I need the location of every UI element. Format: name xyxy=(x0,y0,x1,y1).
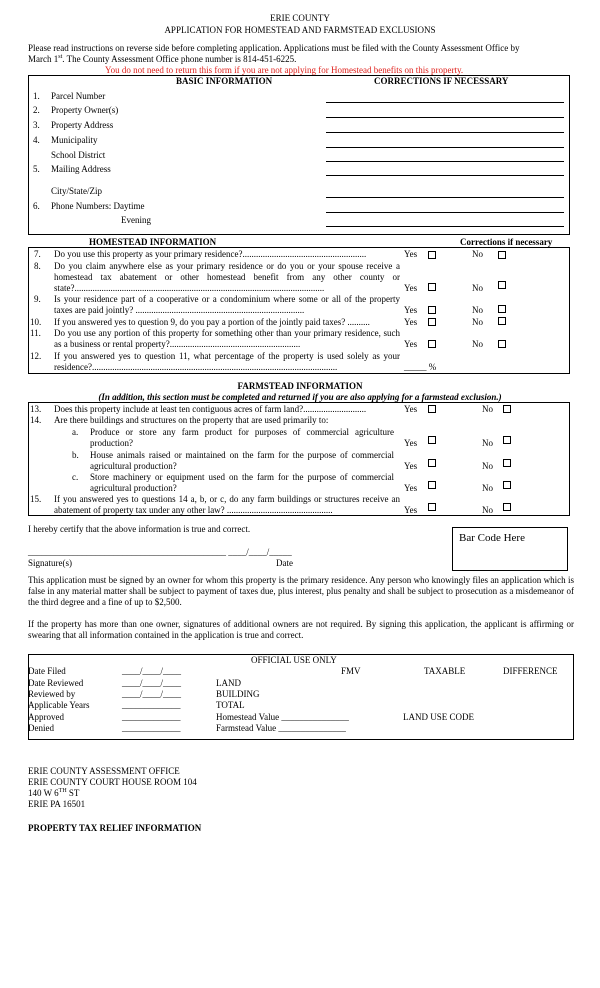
barcode-label: Bar Code Here xyxy=(459,532,525,544)
q9-no-checkbox[interactable] xyxy=(498,305,506,313)
correction-line[interactable] xyxy=(326,147,564,148)
question-number: 11. xyxy=(30,328,41,338)
q8-no-checkbox[interactable] xyxy=(498,281,506,289)
phone-daytime-label: Phone Numbers: Daytime xyxy=(51,201,145,211)
tax-relief-title: PROPERTY TAX RELIEF INFORMATION xyxy=(28,823,202,833)
address-line-1: ERIE COUNTY ASSESSMENT OFFICE xyxy=(28,766,180,776)
yes-label: Yes xyxy=(404,404,418,414)
no-label: No xyxy=(482,404,493,414)
homestead-value-field[interactable]: Homestead Value _______________ xyxy=(216,712,349,722)
q13-no-checkbox[interactable] xyxy=(503,405,511,413)
signature-date-line[interactable]: ____________________________________________ ____/____/_____ xyxy=(28,547,292,557)
yes-label: Yes xyxy=(404,339,418,349)
question-7-text: Do you use this property as your primary residence?....................................................... xyxy=(54,249,367,259)
subquestion-letter: c. xyxy=(72,472,79,482)
question-number: 10. xyxy=(30,317,42,327)
intro-line-1: Please read instructions on reverse side before completing application. Applications must be filed with the County Assessment Office by xyxy=(28,43,520,53)
question-11-text: Do you use any portion of this property for something other than your primary residence, such as a business or rental property?.......................................................... xyxy=(54,328,400,349)
basic-item-num: 6. xyxy=(33,201,40,211)
no-label: No xyxy=(472,249,483,259)
school-district-label: School District xyxy=(51,150,106,160)
applicable-years-field[interactable]: _____________ xyxy=(122,700,181,710)
subquestion-letter: b. xyxy=(72,450,79,460)
homestead-heading: HOMESTEAD INFORMATION xyxy=(89,237,217,247)
correction-line[interactable] xyxy=(326,161,564,162)
yes-label: Yes xyxy=(404,249,418,259)
date-reviewed-label: Date Reviewed xyxy=(28,678,84,688)
q7-no-checkbox[interactable] xyxy=(498,251,506,259)
date-label: Date xyxy=(276,558,293,568)
yes-label: Yes xyxy=(404,317,418,327)
question-number: 8. xyxy=(34,261,41,271)
farmstead-subheading: (In addition, this section must be completed and returned if you are also applying for a farmstead exclusion.) xyxy=(98,392,502,402)
phone-evening-label: Evening xyxy=(121,215,151,225)
question-number: 14. xyxy=(30,415,42,425)
difference-header: DIFFERENCE xyxy=(503,666,558,676)
date-filed-label: Date Filed xyxy=(28,666,66,676)
total-label: TOTAL xyxy=(216,700,245,710)
intro-warning: You do not need to return this form if you are not applying for Homestead benefits on this property. xyxy=(105,65,464,75)
basic-item-num: 5. xyxy=(33,164,40,174)
q11-no-checkbox[interactable] xyxy=(498,340,506,348)
date-filed-field[interactable]: ____/____/____ xyxy=(122,666,182,676)
no-label: No xyxy=(472,339,483,349)
applicable-years-label: Applicable Years xyxy=(28,700,90,710)
corrections-heading: CORRECTIONS IF NECESSARY xyxy=(374,76,509,86)
approved-label: Approved xyxy=(28,712,64,722)
address-line-4: ERIE PA 16501 xyxy=(28,799,86,809)
legal-paragraph-1: This application must be signed by an owner for whom this property is the primary residence. Any person who knowingly files an application which is false in any material matter shall be subject to payment of taxes due, plus interest, plus penalty and shall be subject to prosecution as a misdemeanor of the third degree and a fine of up to $2,500. xyxy=(28,575,574,607)
official-use-heading: OFFICIAL USE ONLY xyxy=(251,655,337,665)
basic-item-num: 2. xyxy=(33,105,40,115)
signature-label: Signature(s) xyxy=(28,558,72,568)
q10-yes-checkbox[interactable] xyxy=(428,318,436,326)
basic-information-section xyxy=(28,75,570,235)
question-12-text: If you answered yes to question 11, what percentage of the property is used solely as your residence?............................................................................................................. xyxy=(54,351,400,372)
question-9-text: Is your residence part of a cooperative or a condominium where some or all of the property taxes are paid jointly? ........................................................................... xyxy=(54,294,400,315)
no-label: No xyxy=(482,461,493,471)
question-number: 12. xyxy=(30,351,42,361)
property-owner-label: Property Owner(s) xyxy=(51,105,119,115)
denied-field[interactable]: _____________ xyxy=(122,723,181,733)
question-number: 7. xyxy=(34,249,41,259)
q14c-yes-checkbox[interactable] xyxy=(428,481,436,489)
question-14a-text: Produce or store any farm product for purposes of commercial agriculture production? xyxy=(90,427,394,448)
certify-statement: I hereby certify that the above information is true and correct. xyxy=(28,524,251,534)
yes-label: Yes xyxy=(404,283,418,293)
q14b-no-checkbox[interactable] xyxy=(503,459,511,467)
yes-label: Yes xyxy=(404,483,418,493)
correction-line[interactable] xyxy=(326,197,564,198)
correction-line[interactable] xyxy=(326,117,564,118)
question-14b-text: House animals raised or maintained on the farm for the purpose of commercial agricultural production? xyxy=(90,450,394,471)
no-label: No xyxy=(482,483,493,493)
address-line-3: 140 W 6TH ST xyxy=(28,788,80,798)
question-15-text: If you answered yes to questions 14 a, b, or c, do any farm buildings or structures receive an abatement of property tax under any other law? ............................................... xyxy=(54,494,400,515)
form-title: APPLICATION FOR HOMESTEAD AND FARMSTEAD EXCLUSIONS xyxy=(164,25,436,35)
taxable-header: TAXABLE xyxy=(424,666,466,676)
county-name: ERIE COUNTY xyxy=(270,13,330,23)
property-address-label: Property Address xyxy=(51,120,114,130)
q8-yes-checkbox[interactable] xyxy=(428,283,436,291)
yes-label: Yes xyxy=(404,438,418,448)
q11-yes-checkbox[interactable] xyxy=(428,340,436,348)
q7-yes-checkbox[interactable] xyxy=(428,251,436,259)
no-label: No xyxy=(472,305,483,315)
reviewed-by-field[interactable]: ____/____/____ xyxy=(122,689,182,699)
approved-field[interactable]: _____________ xyxy=(122,712,181,722)
homestead-corrections-heading: Corrections if necessary xyxy=(460,237,553,247)
correction-line[interactable] xyxy=(326,102,564,103)
q14a-no-checkbox[interactable] xyxy=(503,436,511,444)
municipality-label: Municipality xyxy=(51,135,98,145)
no-label: No xyxy=(482,505,493,515)
question-10-text: If you answered yes to question 9, do you pay a portion of the jointly paid taxes? .......... xyxy=(54,317,370,327)
q15-no-checkbox[interactable] xyxy=(503,503,511,511)
q14a-yes-checkbox[interactable] xyxy=(428,436,436,444)
reviewed-by-label: Reviewed by xyxy=(28,689,76,699)
yes-label: Yes xyxy=(404,461,418,471)
question-number: 9. xyxy=(34,294,41,304)
no-label: No xyxy=(482,438,493,448)
no-label: No xyxy=(472,317,483,327)
land-label: LAND xyxy=(216,678,241,688)
yes-label: Yes xyxy=(404,305,418,315)
basic-item-num: 4. xyxy=(33,135,40,145)
fmv-header: FMV xyxy=(341,666,361,676)
correction-line[interactable] xyxy=(326,175,564,176)
q14b-yes-checkbox[interactable] xyxy=(428,459,436,467)
q9-yes-checkbox[interactable] xyxy=(428,306,436,314)
question-13-text: Does this property include at least ten contiguous acres of farm land?............................ xyxy=(54,404,367,414)
building-label: BUILDING xyxy=(216,689,260,699)
q15-yes-checkbox[interactable] xyxy=(428,503,436,511)
legal-paragraph-2: If the property has more than one owner, signatures of additional owners are not required. By signing this application, the applicant is affirming or swearing that all information contained in the application is true and correct. xyxy=(28,619,574,640)
address-line-2: ERIE COUNTY COURT HOUSE ROOM 104 xyxy=(28,777,197,787)
no-label: No xyxy=(472,283,483,293)
question-14-text: Are there buildings and structures on the property that are used primarily to: xyxy=(54,415,329,425)
land-use-code-label: LAND USE CODE xyxy=(403,712,474,722)
basic-information-heading: BASIC INFORMATION xyxy=(176,76,273,86)
question-14c-text: Store machinery or equipment used on the farm for the purpose of commercial agricultural production? xyxy=(90,472,394,493)
farmstead-value-field[interactable]: Farmstead Value _______________ xyxy=(216,723,346,733)
parcel-number-label: Parcel Number xyxy=(51,91,106,101)
city-state-zip-label: City/State/Zip xyxy=(51,186,102,196)
correction-line[interactable] xyxy=(326,226,564,227)
subquestion-letter: a. xyxy=(72,427,79,437)
basic-item-num: 3. xyxy=(33,120,40,130)
q14c-no-checkbox[interactable] xyxy=(503,481,511,489)
yes-label: Yes xyxy=(404,505,418,515)
intro-line-2: March 1st. The County Assessment Office phone number is 814-451-6225. xyxy=(28,54,297,64)
correction-line[interactable] xyxy=(326,132,564,133)
q10-no-checkbox[interactable] xyxy=(498,317,506,325)
q13-yes-checkbox[interactable] xyxy=(428,405,436,413)
correction-line[interactable] xyxy=(326,212,564,213)
question-number: 15. xyxy=(30,494,42,504)
percentage-blank[interactable]: _____ % xyxy=(404,362,437,372)
mailing-address-label: Mailing Address xyxy=(51,164,111,174)
denied-label: Denied xyxy=(28,723,54,733)
date-reviewed-field[interactable]: ____/____/____ xyxy=(122,678,182,688)
basic-item-num: 1. xyxy=(33,91,40,101)
question-number: 13. xyxy=(30,404,42,414)
question-8-text: Do you claim anywhere else as your primary residence or do you or your spouse receive a homestead tax abatement or other homestead benefit from any other county or state?............................................................................................................... xyxy=(54,261,400,293)
farmstead-heading: FARMSTEAD INFORMATION xyxy=(237,381,363,391)
